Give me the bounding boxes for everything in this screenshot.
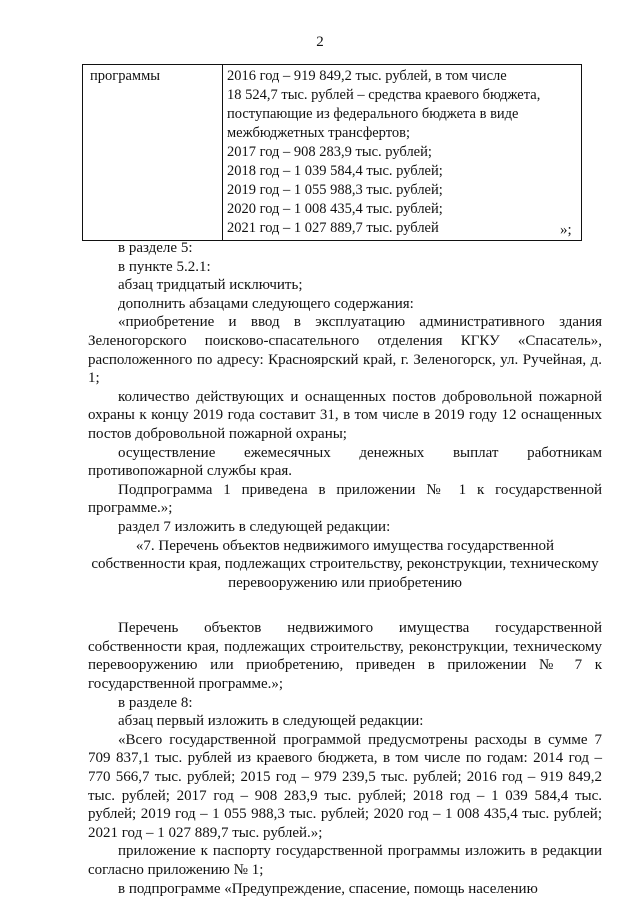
table-label-cell: программы: [83, 65, 223, 241]
paragraph: «приобретение и ввод в эксплуатацию административного здания Зеленогорского поисково-спасательного отделения КГКУ «Спасатель», расположенного по адресу: Красноярский край, г. Зеленогорск, ул. Ручейная, д. 1;: [88, 314, 602, 387]
funding-line: 2020 год – 1 008 435,4 тыс. рублей;: [227, 201, 443, 217]
funding-line: поступающие из федерального бюджета в виде: [227, 106, 519, 122]
funding-line: 2018 год – 1 039 584,4 тыс. рублей;: [227, 163, 443, 179]
paragraph: «Всего государственной программой предусмотрены расходы в сумме 7 709 837,1 тыс. рублей из краевого бюджета, в том числе по годам: 2014 год – 770 566,7 тыс. рублей; 2015 год – 979 239,5 тыс. рублей; 2016 год – 919 849,2 тыс. рублей; 2017 год – 908 283,9 тыс. рублей; 2018 год – 1 039 584,4 тыс. рублей; 2019 год – 1 055 988,3 тыс. рублей; 2020 год – 1 008 435,4 тыс. рублей; 2021 год – 1 027 889,7 тыс. рублей.»;: [88, 731, 602, 841]
table-row: [83, 65, 582, 241]
funding-line: 2021 год – 1 027 889,7 тыс. рублей: [227, 220, 439, 236]
paragraph: в разделе 8:: [118, 694, 193, 711]
paragraph: раздел 7 изложить в следующей редакции:: [118, 518, 391, 535]
document-body: [88, 239, 602, 898]
paragraph: в пункте 5.2.1:: [118, 258, 211, 275]
paragraph: количество действующих и оснащенных постов добровольной пожарной охраны к концу 2019 года составит 31, в том числе в 2019 году 12 оснащенных постов добровольной пожарной охраны;: [88, 388, 602, 442]
funding-line: межбюджетных трансфертов;: [227, 125, 410, 141]
paragraph: абзац первый изложить в следующей редакции:: [118, 713, 424, 730]
funding-line: 2017 год – 908 283,9 тыс. рублей;: [227, 144, 432, 160]
paragraph: Перечень объектов недвижимого имущества государственной собственности края, подлежащих строительству, реконструкции, техническому перевооружению или приобретению, приведен в приложении № 7 к государственной программе.»;: [88, 620, 602, 693]
page-number: 2: [316, 34, 324, 50]
paragraph: абзац тридцатый исключить;: [118, 277, 303, 294]
paragraph: осуществление ежемесячных денежных выплат работникам противопожарной службы края.: [88, 444, 602, 480]
paragraph: в подпрограмме «Предупреждение, спасение, помощь населению: [118, 880, 538, 897]
table-close-mark: »;: [560, 222, 572, 238]
funding-line: 18 524,7 тыс. рублей – средства краевого бюджета,: [227, 87, 541, 103]
paragraph: приложение к паспорту государственной программы изложить в редакции согласно приложению № 1;: [88, 843, 602, 878]
funding-line: 2019 год – 1 055 988,3 тыс. рублей;: [227, 182, 443, 198]
program-funding-table: [82, 64, 582, 241]
paragraph: в разделе 5:: [118, 240, 193, 256]
paragraph: дополнить абзацами следующего содержания:: [118, 295, 414, 312]
funding-line: 2016 год – 919 849,2 тыс. рублей, в том числе: [227, 68, 507, 84]
table-value-cell: [223, 65, 582, 241]
section-heading: «7. Перечень объектов недвижимого имущества государственной собственности края, подлежащих строительству, реконструкции, техническому перевооружению или приобретению: [91, 537, 599, 591]
paragraph: Подпрограмма 1 приведена в приложении № 1 к государственной программе.»;: [88, 481, 602, 517]
